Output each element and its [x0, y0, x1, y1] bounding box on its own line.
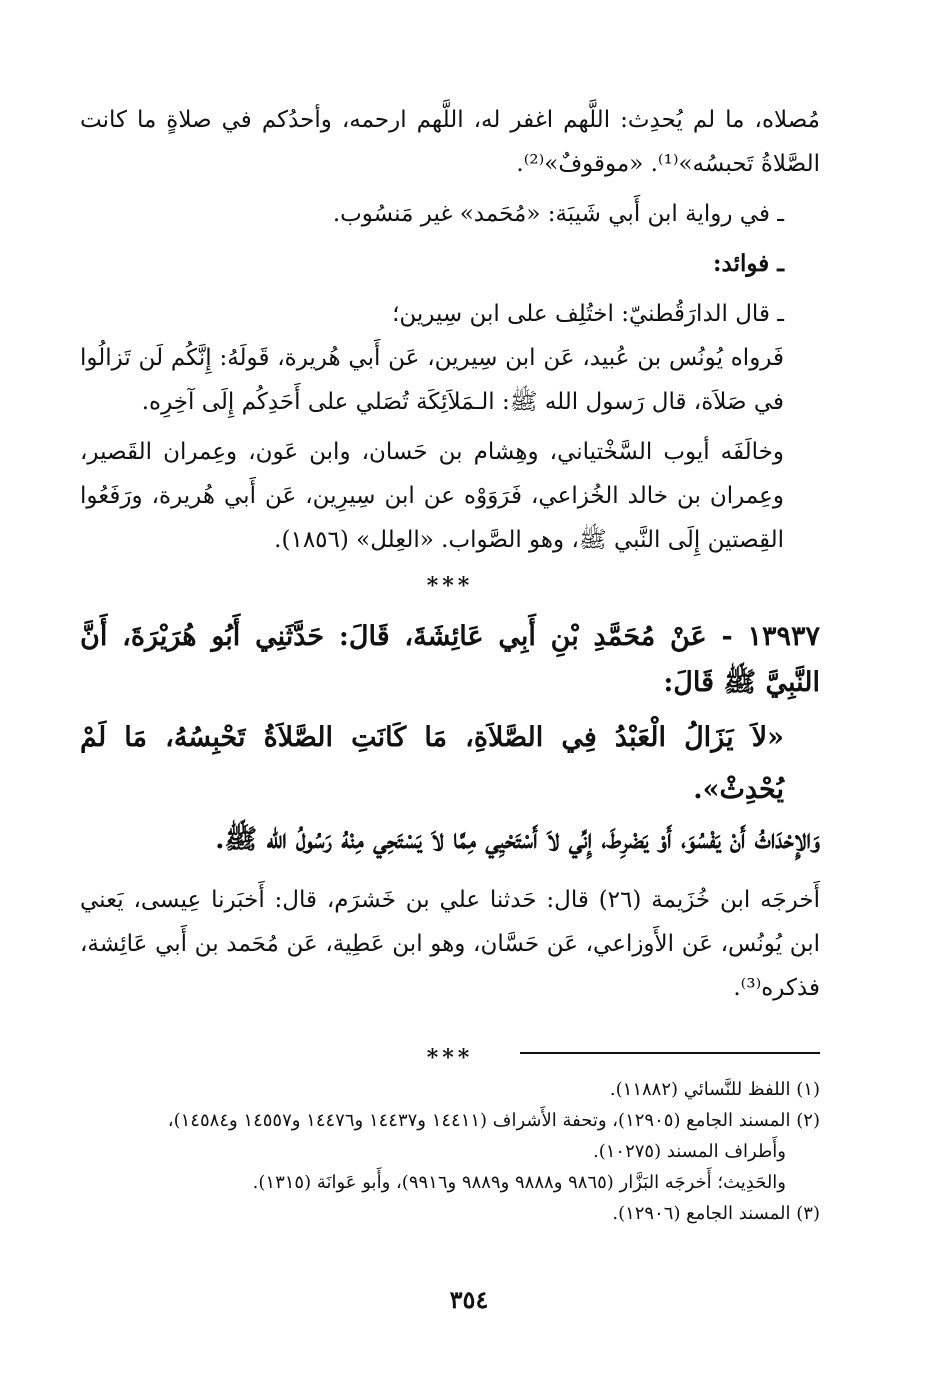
footnote-2: (٢) المسند الجامع (١٢٩٠٥)، وتحفة الأَشراف (١٤٤١١ و١٤٤٣٧ و١٤٤٧٦ و١٤٥٥٧ و١٤٥٨٤)، — [167, 1110, 820, 1131]
main-text — [80, 98, 820, 1082]
separator-stars-end: *** — [426, 1045, 474, 1071]
separator-stars: *** — [426, 573, 474, 599]
hadith-heading: ١٣٩٣٧ - عَنْ مُحَمَّدِ بْنِ أَبِي عَائِشَةَ، قَالَ: حَدَّثَنِي أَبُو هُرَيْرَةَ، أَنَّ النَّبِيَّ ﷺ قَالَ: — [80, 621, 820, 698]
heading-fawaid: ـ فوائد: — [713, 250, 784, 277]
paragraph-daraqutni: ـ قال الدارَقُطنيّ: اختُلِف على ابن سِيرين؛ — [392, 301, 784, 327]
takhrij-paragraph: أَخرجَه ابن خُزَيمة (٢٦) قال: حَدثنا علي بن خَشرَم، قال: أَخبَرنا عِيسى، يَعني ابن يُونُس، عَن الأَوزاعي، عَن حَسَّان، وهو ابن عَطِية، عَن مُحَمد بن أَبي عَائِشة، فذكره⁽³⁾. — [80, 887, 820, 1001]
hadith-explanation: وَالإِحْدَاثُ أَنْ يَفْسُوَ، أَوْ يَضْرِطَ، إِنِّي لاَ أَسْتَحْيِي مِمَّا لاَ يَسْتَحِي مِنْهُ رَسُولُ الله ﷺ. — [215, 824, 820, 855]
footnote-divider — [520, 1052, 820, 1054]
paragraph-continuation: مُصلاه، ما لم يُحدِث: اللَّهم اغفر له، اللَّهم ارحمه، وأحدُكم في صلاةٍ ما كانت الصَّلاةُ تَحبسُه»⁽¹⁾. «موقوفٌ»⁽²⁾. — [80, 107, 820, 177]
paragraph-yunus: فَرواه يُونُس بن عُبيد، عَن ابن سِيرين، عَن أَبي هُريرة، قَولَهُ: إِنَّكُم لَن تَزالُوا في صَلاَة، قال رَسول الله ﷺ: الـمَلاَئِكَة تُصَلي على أَحَدِكُم إِلَى آخِرِه. — [80, 345, 784, 415]
paragraph-riwaya: ـ في رواية ابن أَبي شَيبَة: «مُحَمد» غير مَنسُوب. — [332, 201, 784, 227]
footnote-3: (٣) المسند الجامع (١٢٩٠٦). — [612, 1203, 820, 1224]
page-number: ٣٥٤ — [449, 1285, 489, 1314]
footnote-2-hadith: والحَدِيث؛ أَخرجَه البَزَّار (٩٨٦٥ و٩٨٨٨ و٩٨٨٩ و٩٩١٦)، وأَبو عَوانَة (١٣١٥). — [252, 1172, 786, 1193]
footnote-2-continued: وأَطراف المسند (١٠٢٧٥). — [593, 1141, 786, 1162]
footnotes — [80, 1074, 820, 1229]
hadith-matn: «لاَ يَزَالُ الْعَبْدُ فِي الصَّلاَةِ، مَا كَانَتِ الصَّلاَةُ تَحْبِسُهُ، مَا لَمْ يُحْدِثْ». — [80, 722, 784, 805]
paragraph-khalafahu: وخالَفَه أيوب السَّخْتياني، وهِشام بن حَسان، وابن عَون، وعِمران القَصير، وعِمران بن خالد الخُزاعي، فَرَوَوْه عن ابن سِيرِين، عَن أَبي هُريرة، ورَفَعُوا القِصتين إِلَى النَّبي ﷺ، وهو الصَّواب. «العِلل» (١٨٥٦). — [80, 439, 784, 553]
footnote-1: (١) اللفظ للنَّسائي (١١٨٨٢). — [609, 1079, 820, 1100]
